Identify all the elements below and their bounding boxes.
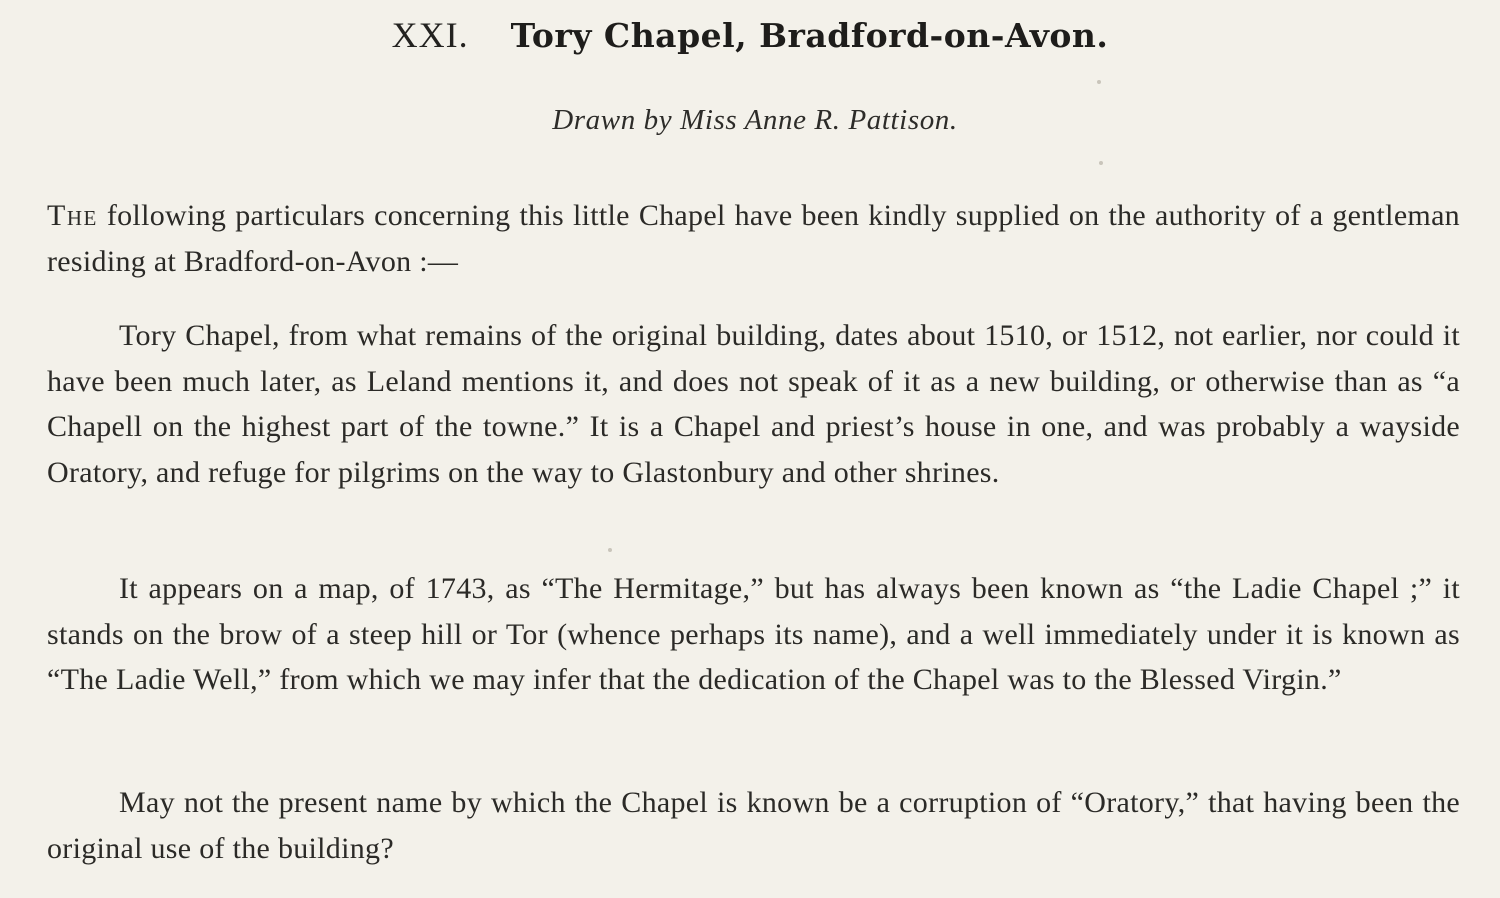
paragraph-intro [47, 193, 1460, 284]
illustrator-credit: Drawn by Miss Anne R. Pattison. [552, 104, 958, 136]
paragraph-lead-word: The [47, 199, 98, 232]
paragraph-intro-text: following particulars concerning this little Chapel have been kindly supplied on the authority of a gentleman residing at Bradford-on-Avon :— [47, 199, 1460, 278]
chapter-title: Tory Chapel, Bradford-on-Avon. [510, 16, 1109, 55]
paper-speck [1097, 80, 1101, 84]
paragraph-map-reference: It appears on a map, of 1743, as “The Hermitage,” but has always been known as “the Ladie Chapel ;” it stands on the brow of a steep hill or Tor (whence perhaps its name), and a well immediately under it is known as “The Ladie Well,” from which we may infer that the dedication of the Chapel was to the Blessed Virgin.” [47, 572, 1460, 696]
page-heading [0, 14, 1500, 56]
paper-speck [1099, 161, 1103, 165]
chapter-number: XXI. [391, 15, 469, 55]
paragraph-history: Tory Chapel, from what remains of the original building, dates about 1510, or 1512, not earlier, nor could it have been much later, as Leland mentions it, and does not speak of it as a new building, or otherwise than as “a Chapell on the highest part of the towne.” It is a Chapel and priest’s house in one, and was probably a wayside Oratory, and refuge for pilgrims on the way to Glastonbury and other shrines. [47, 319, 1460, 489]
paragraph-name-origin: May not the present name by which the Chapel is known be a corruption of “Oratory,” that having been the original use of the building? [47, 786, 1460, 865]
paper-speck [608, 548, 612, 552]
